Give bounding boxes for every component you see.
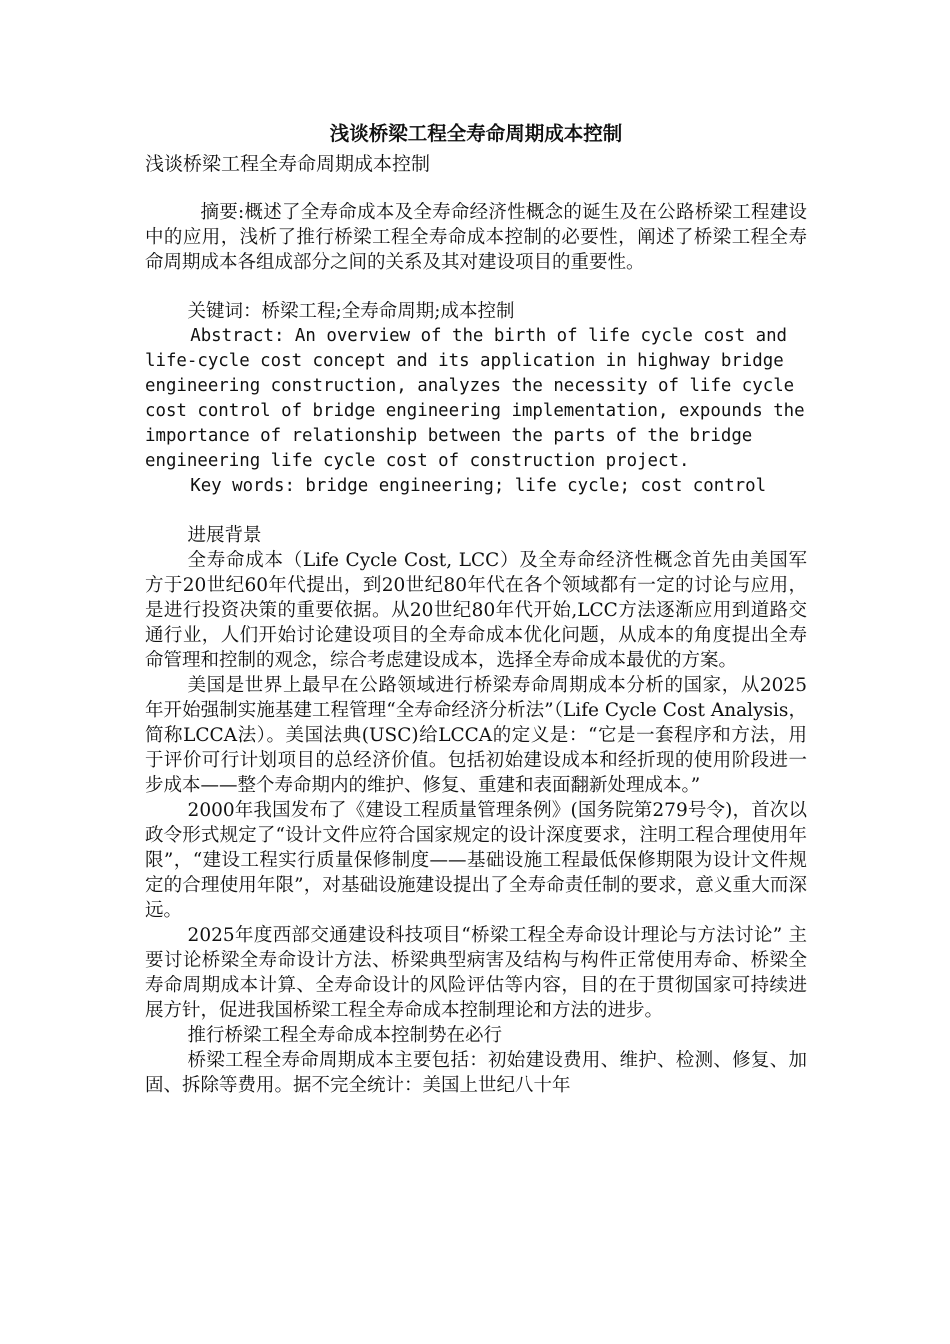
paragraph: 2025年度西部交通建设科技项目“桥梁工程全寿命设计理论与方法讨论” 主要讨论桥梁全寿命设计方法、桥梁典型病害及结构与构件正常使用寿命、桥梁全寿命周期成本计算、全寿命设计的风险评估等内容，目的在于贯彻国家可持续进展方针，促进我国桥梁工程全寿命成本控制理论和方法的进步。 [145, 925, 807, 1021]
document-subtitle: 浅谈桥梁工程全寿命周期成本控制 [145, 153, 431, 175]
section-heading-necessity: 推行桥梁工程全寿命成本控制势在必行 [187, 1025, 503, 1046]
keywords-english: Key words: bridge engineering; life cycle; cost control [190, 476, 767, 496]
abstract-chinese: 摘要:概述了全寿命成本及全寿命经济性概念的诞生及在公路桥梁工程建设中的应用，浅析了推行桥梁工程全寿命成本控制的必要性，阐述了桥梁工程全寿命周期成本各组成部分之间的关系及其对建设项目的重要性。 [145, 202, 807, 273]
paragraph: 美国是世界上最早在公路领域进行桥梁寿命周期成本分析的国家，从2025年开始强制实施基建工程管理“全寿命经济分析法”（Life Cycle Cost Analysis，简称LCCA法）。美国法典(USC)给LCCA的定义是：“它是一套程序和方法，用于评价可行计划项目的总经济价值。包括初始建设成本和经折现的使用阶段进一步成本——整个寿命期内的维护、修复、重建和表面翻新处理成本。” [145, 675, 807, 796]
section-heading-background: 进展背景 [187, 525, 262, 546]
paragraph: 2000年我国发布了《建设工程质量管理条例》(国务院第279号令)，首次以政令形式规定了“设计文件应符合国家规定的设计深度要求，注明工程合理使用年限”，“建设工程实行质量保修制度——基础设施工程最低保修期限为设计文件规定的合理使用年限”，对基础设施建设提出了全寿命责任制的要求，意义重大而深远。 [145, 800, 807, 921]
paragraph: 全寿命成本（Life Cycle Cost, LCC）及全寿命经济性概念首先由美国军方于20世纪60年代提出，到20世纪80年代在各个领域都有一定的讨论与应用，是进行投资决策的重要依据。从20世纪80年代开始,LCC方法逐渐应用到道路交通行业，人们开始讨论建设项目的全寿命成本优化问题，从成本的角度提出全寿命管理和控制的观念，综合考虑建设成本，选择全寿命成本最优的方案。 [145, 550, 807, 671]
document-title: 浅谈桥梁工程全寿命周期成本控制 [329, 122, 623, 145]
abstract-english: Abstract: An overview of the birth of life cycle cost and life-cycle cost concept and its application in highway bridge engineering construction, analyzes the necessity of life cycle cost control of bridge engineering implementation, expounds the importance of relationship between the parts of the bridge engineering life cycle cost of construction project. [145, 326, 805, 471]
paragraph: 桥梁工程全寿命周期成本主要包括：初始建设费用、维护、检测、修复、加固、拆除等费用。据不完全统计：美国上世纪八十年 [145, 1050, 807, 1096]
document-body [145, 118, 807, 1098]
keywords-chinese: 关键词：桥梁工程;全寿命周期;成本控制 [187, 301, 515, 322]
